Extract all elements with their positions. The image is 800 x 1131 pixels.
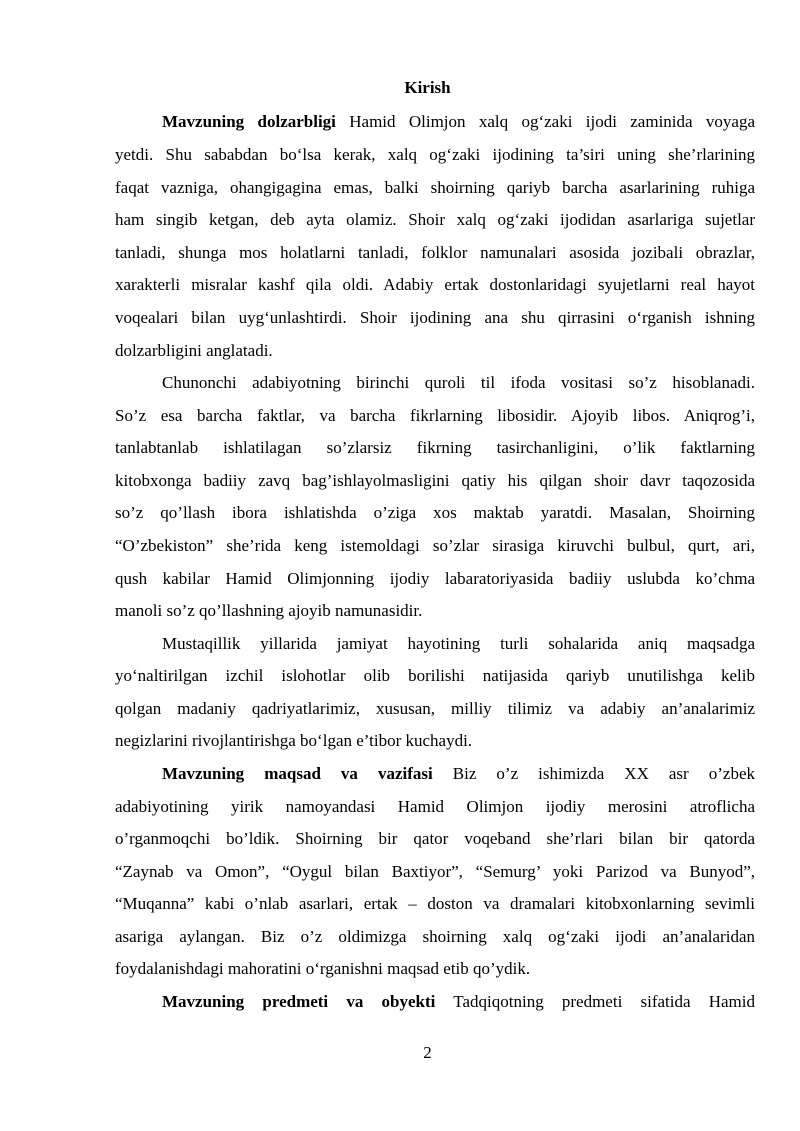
paragraph-2-line-5: so’z qo’llash ibora ishlatishda o’ziga xos maktab yaratdi. Masalan, Shoirning — [115, 503, 755, 522]
page-number: 2 — [423, 1043, 432, 1062]
paragraph-5-line-1: Mavzuning predmeti va obyekti Tadqiqotning predmeti sifatida Hamid — [162, 992, 755, 1011]
paragraph-5-heading: Mavzuning predmeti va obyekti — [162, 992, 436, 1011]
paragraph-1-line-5: tanladi, shunga mos holatlarni tanladi, folklor namunalari asosida jozibali obrazlar, — [115, 243, 755, 262]
paragraph-3-line-1: Mustaqillik yillarida jamiyat hayotining turli sohalarida aniq maqsadga — [162, 634, 755, 653]
paragraph-4-line-3: o’rganmoqchi bo’ldik. Shoirning bir qator voqeband she’rlari bilan bir qatorda — [115, 829, 755, 848]
paragraph-2-line-2: So’z esa barcha faktlar, va barcha fikrlarning libosidir. Ajoyib libos. Aniqrog’i, — [115, 406, 755, 425]
paragraph-3-line-4: negizlarini rivojlantirishga bo‘lgan e’tibor kuchaydi. — [115, 731, 473, 750]
paragraph-4-line-6: asariga aylangan. Biz o’z oldimizga shoirning xalq og‘zaki ijodi an’analaridan — [115, 927, 755, 946]
paragraph-1-line-4: ham singib ketgan, deb ayta olamiz. Shoir xalq og‘zaki ijodidan asarlariga sujetlar — [115, 210, 755, 229]
paragraph-1-line-8: dolzarbligini anglatadi. — [115, 341, 273, 360]
paragraph-4-line-5: “Muqanna” kabi o’nlab asarlari, ertak – doston va dramalari kitobxonlarning sevimli — [115, 894, 755, 913]
paragraph-2-line-1: Chunonchi adabiyotning birinchi quroli til ifoda vositasi so’z hisoblanadi. — [162, 373, 755, 392]
paragraph-1-line-3: faqat vazniga, ohangigagina emas, balki shoirning qariyb barcha asarlarining ruhiga — [115, 178, 755, 197]
paragraph-4-line-1: Mavzuning maqsad va vazifasi Biz o’z ishimizda XX asr o’zbek — [162, 764, 755, 783]
paragraph-1-line-7: voqealari bilan uyg‘unlashtirdi. Shoir ijodining ana shu qirrasini o‘rganish ishning — [115, 308, 755, 327]
paragraph-4-line-2: adabiyotining yirik namoyandasi Hamid Olimjon ijodiy merosini atroflicha — [115, 797, 755, 816]
paragraph-1-line-2: yetdi. Shu sababdan bo‘lsa kerak, xalq og‘zaki ijodining ta’siri uning she’rlarining — [115, 145, 755, 164]
paragraph-2-line-8: manoli so’z qo’llashning ajoyib namunasidir. — [115, 601, 423, 620]
paragraph-4-line-4: “Zaynab va Omon”, “Oygul bilan Baxtiyor”, “Semurg’ yoki Parizod va Bunyod”, — [115, 862, 755, 881]
page-title: Kirish — [404, 78, 451, 97]
paragraph-3-line-2: yo‘naltirilgan izchil islohotlar olib borilishi natijasida qariyb unutilishga kelib — [115, 666, 755, 685]
paragraph-2-line-7: qush kabilar Hamid Olimjonning ijodiy labaratoriyasida badiiy uslubda ko’chma — [115, 569, 755, 588]
paragraph-2-line-6: “O’zbekiston” she’rida keng istemoldagi so’zlar sirasiga kiruvchi bulbul, qurt, ari, — [115, 536, 755, 555]
paragraph-1-heading: Mavzuning dolzarbligi — [162, 112, 336, 131]
paragraph-2-line-3: tanlabtanlab ishlatilagan so’zlarsiz fikrning tasirchanligini, o’lik faktlarning — [115, 438, 755, 457]
paragraph-3-line-3: qolgan madaniy qadriyatlarimiz, xususan, milliy tilimiz va adabiy an’analarimiz — [115, 699, 755, 718]
paragraph-4-heading: Mavzuning maqsad va vazifasi — [162, 764, 433, 783]
paragraph-1-line-6: xarakterli misralar kashf qila oldi. Adabiy ertak dostonlaridagi syujetlarni real hayot — [115, 275, 755, 294]
paragraph-1-line-1: Mavzuning dolzarbligi Hamid Olimjon xalq og‘zaki ijodi zaminida voyaga — [162, 112, 755, 131]
paragraph-2-line-4: kitobxonga badiiy zavq bag’ishlayolmasligini qatiy his qilgan shoir davr taqozosida — [115, 471, 755, 490]
paragraph-4-line-7: foydalanishdagi mahoratini o‘rganishni maqsad etib qo’ydik. — [115, 959, 531, 978]
